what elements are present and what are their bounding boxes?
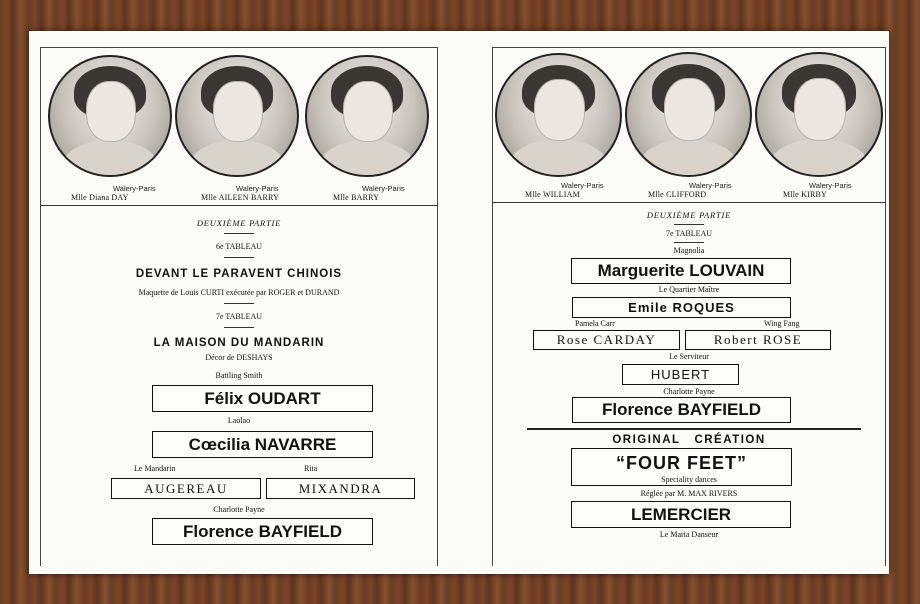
scene-credit: Maquette de Louis CURTI exécutée par ROGER et DURAND <box>138 288 340 297</box>
portrait-william <box>495 53 622 177</box>
tableau-label: 7e TABLEAU <box>215 312 263 321</box>
divider <box>674 242 704 243</box>
role-label: Le Maria Danseur <box>659 530 719 539</box>
portrait-caption: Mlle CLIFFORD <box>648 190 707 199</box>
role-label: Rita <box>304 464 318 473</box>
actor-box: Félix OUDART <box>152 385 373 412</box>
portrait-aileen-barry <box>175 55 299 177</box>
actor-box: MIXANDRA <box>266 478 415 499</box>
portrait-diana-day <box>48 55 172 177</box>
part-title: DEUXIÈME PARTIE <box>196 218 282 228</box>
role-label: Le Serviteur <box>669 352 709 361</box>
divider <box>224 303 254 304</box>
role-label: Wing Fang <box>764 319 800 328</box>
role-label: Laolao <box>227 416 251 425</box>
portrait-caption: Mlle AILEEN BARRY <box>201 193 280 202</box>
divider <box>224 257 254 258</box>
tableau-label: 6e TABLEAU <box>215 242 263 251</box>
actor-box: Robert ROSE <box>685 330 831 350</box>
portrait-clifford <box>625 52 752 177</box>
left-page <box>40 47 438 566</box>
photo-credit: Walery-Paris <box>236 184 279 193</box>
divider <box>527 428 861 430</box>
portrait-caption: Mlle KIRBY <box>783 190 827 199</box>
role-label: Pamela Carr <box>575 319 615 328</box>
actor-box: AUGEREAU <box>111 478 261 499</box>
role-label: Magnolia <box>673 246 705 255</box>
right-page <box>492 47 886 566</box>
four-feet-box: “FOUR FEET” <box>571 448 792 486</box>
scene-credit: Décor de DESHAYS <box>205 353 273 362</box>
divider <box>224 233 254 234</box>
role-label: Le Quartier Maître <box>658 285 720 294</box>
actor-box: Florence BAYFIELD <box>152 518 373 545</box>
divider <box>224 327 254 328</box>
part-title: DEUXIÈME PARTIE <box>646 210 732 220</box>
actor-box: Florence BAYFIELD <box>572 397 791 423</box>
role-label: Le Mandarin <box>134 464 176 473</box>
program-spread <box>29 31 889 574</box>
role-label: Charlotte Payne <box>213 505 265 514</box>
original-creation: ORIGINAL CRÉATION <box>612 434 766 446</box>
portrait-caption: Mlle Diana DAY <box>71 193 129 202</box>
scene-title: LA MAISON DU MANDARIN <box>153 337 325 349</box>
tableau-label: 7e TABLEAU <box>665 229 713 238</box>
portrait-caption: Mlle BARRY <box>333 193 380 202</box>
photo-credit: Walery-Paris <box>113 184 156 193</box>
divider <box>674 224 704 225</box>
actor-box: Emile ROQUES <box>572 297 791 318</box>
photo-credit: Walery-Paris <box>809 181 852 190</box>
actor-box: Rose CARDAY <box>533 330 680 350</box>
divider <box>41 205 437 206</box>
divider <box>493 202 885 203</box>
photo-credit: Walery-Paris <box>561 181 604 190</box>
actor-box: LEMERCIER <box>571 501 791 528</box>
role-label: Charlotte Payne <box>663 387 715 396</box>
actor-box: Marguerite LOUVAIN <box>571 258 791 284</box>
portrait-kirby <box>755 52 883 177</box>
portrait-caption: Mlle WILLIAM <box>525 190 580 199</box>
portrait-barry <box>305 55 429 177</box>
scene-title: DEVANT LE PARAVENT CHINOIS <box>135 268 343 280</box>
actor-box: HUBERT <box>622 364 739 385</box>
role-label: Battling Smith <box>215 371 263 380</box>
actor-box: Cœcilia NAVARRE <box>152 431 373 458</box>
reglee-label: Réglée par M. MAX RIVERS <box>640 489 738 498</box>
speciality-label: Speciality dances <box>661 475 717 484</box>
photo-credit: Walery-Paris <box>362 184 405 193</box>
photo-credit: Walery-Paris <box>689 181 732 190</box>
